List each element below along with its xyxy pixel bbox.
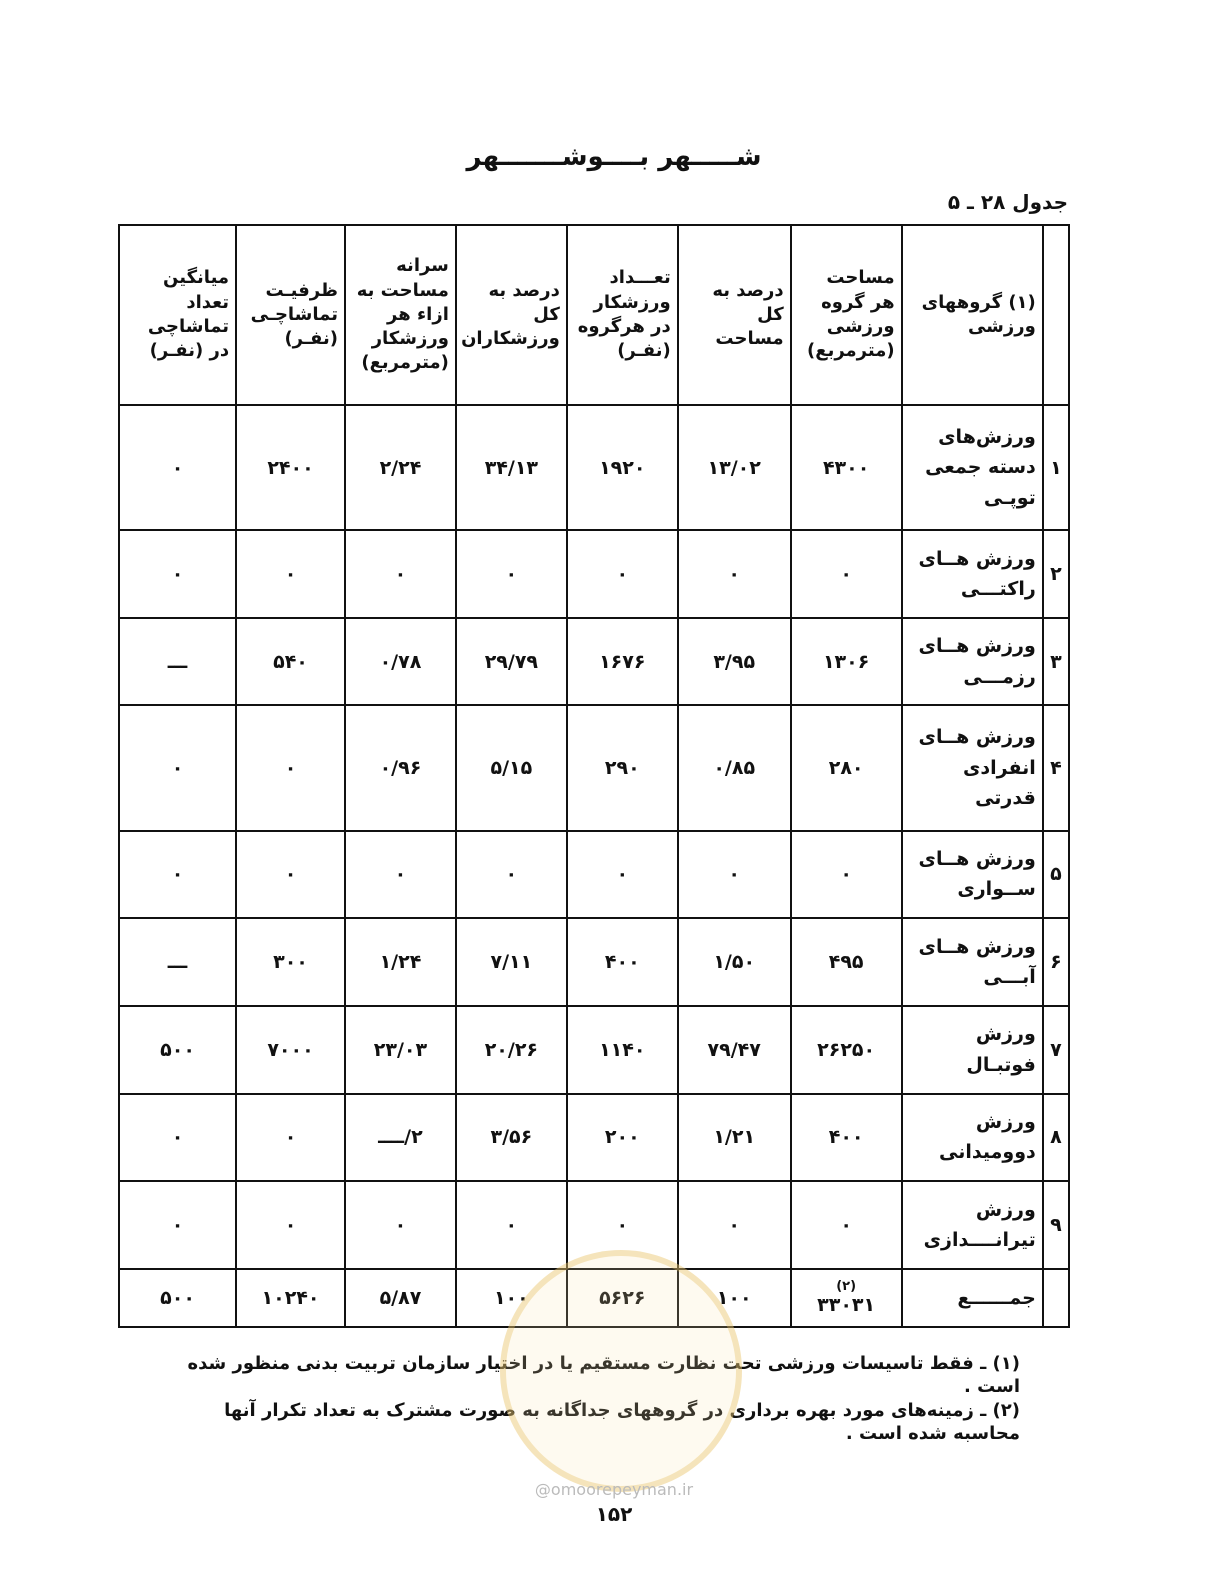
row-avg: ـــ (119, 918, 236, 1006)
row-avg: ۰ (119, 1094, 236, 1182)
row-group: ورزش هــای رزمـــی (902, 618, 1043, 706)
row-athletes-pct: ۰ (456, 831, 567, 919)
row-area-pct: ۱/۵۰ (678, 918, 791, 1006)
header-group: (۱) گروههای ورزشی (902, 225, 1043, 405)
header-capacity: ظرفیـت تماشاچـی (نفـر) (236, 225, 345, 405)
table-row (119, 705, 1069, 830)
row-athletes-pct: ۲۰/۲۶ (456, 1006, 567, 1094)
row-capacity: ۰ (236, 1181, 345, 1269)
row-area-pct: ۰ (678, 831, 791, 919)
row-per-capita: ۰/۷۸ (345, 618, 456, 706)
row-area-pct: ۱۳/۰۲ (678, 405, 791, 530)
table-row (119, 831, 1069, 919)
table-row (119, 1094, 1069, 1182)
table-row (119, 1006, 1069, 1094)
row-area: ۱۳۰۶ (791, 618, 902, 706)
page-number: ۱۵۲ (595, 1502, 633, 1526)
row-athletes: ۰ (567, 831, 678, 919)
row-area: ۴۰۰ (791, 1094, 902, 1182)
total-avg: ۵۰۰ (119, 1269, 236, 1327)
total-label: جمــــــع (902, 1269, 1043, 1327)
total-area (791, 1269, 902, 1327)
row-per-capita: ۰ (345, 831, 456, 919)
row-group: ورزش دوومیدانی (902, 1094, 1043, 1182)
row-index: ۸ (1043, 1094, 1069, 1182)
table-label: جدول ۲۸ ـ ۵ (947, 190, 1068, 214)
row-index: ۵ (1043, 831, 1069, 919)
row-area-pct: ۰ (678, 530, 791, 618)
row-group: ورزش هــای ســواری (902, 831, 1043, 919)
header-per-capita: سرانه مساحت به ازاء هر ورزشکار (مترمربع) (345, 225, 456, 405)
row-avg: ۰ (119, 405, 236, 530)
row-index: ۴ (1043, 705, 1069, 830)
footnote-2: (۲) ـ زمینه‌های مورد بهره برداری در گروههای جداگانه به صورت مشترک به تعداد تکرار آنها محاسبه شده است . (224, 1399, 1020, 1445)
row-per-capita: ۲۳/۰۳ (345, 1006, 456, 1094)
row-avg: ۰ (119, 530, 236, 618)
row-capacity: ۰ (236, 831, 345, 919)
row-per-capita: ۲/ــــ (345, 1094, 456, 1182)
row-group: ورزش فوتبـال (902, 1006, 1043, 1094)
table-row (119, 618, 1069, 706)
row-avg: ۰ (119, 705, 236, 830)
total-index (1043, 1269, 1069, 1327)
row-avg: ـــ (119, 618, 236, 706)
row-per-capita: ۱/۲۴ (345, 918, 456, 1006)
header-index (1043, 225, 1069, 405)
row-avg: ۰ (119, 1181, 236, 1269)
row-athletes: ۱۶۷۶ (567, 618, 678, 706)
row-area: ۰ (791, 831, 902, 919)
header-row (119, 225, 1069, 405)
row-athletes-pct: ۰ (456, 530, 567, 618)
footnote-1: (۱) ـ فقط تاسیسات ورزشی تحت نظارت مستقیم یا در اختیار سازمان تربیت بدنی منظور شده است . (187, 1353, 1020, 1398)
table-wrap (118, 224, 1070, 1328)
row-group: ورزش هــای آبـــی (902, 918, 1043, 1006)
row-index: ۲ (1043, 530, 1069, 618)
row-index: ۶ (1043, 918, 1069, 1006)
row-per-capita: ۲/۲۴ (345, 405, 456, 530)
row-athletes: ۲۰۰ (567, 1094, 678, 1182)
row-index: ۹ (1043, 1181, 1069, 1269)
watermark-seal (500, 1250, 742, 1492)
total-athletes: ۵۶۲۶ (567, 1269, 678, 1327)
row-capacity: ۰ (236, 530, 345, 618)
row-area: ۲۶۲۵۰ (791, 1006, 902, 1094)
table-row (119, 918, 1069, 1006)
page-title: شـــــهر بــــوشـــــــهر (466, 142, 762, 172)
header-athletes: تعـــداد ورزشکار در هرگروه (نفـر) (567, 225, 678, 405)
data-table (118, 224, 1070, 1328)
row-athletes-pct: ۲۹/۷۹ (456, 618, 567, 706)
row-per-capita: ۰ (345, 530, 456, 618)
row-area-pct: ۰/۸۵ (678, 705, 791, 830)
row-capacity: ۷۰۰۰ (236, 1006, 345, 1094)
row-athletes-pct: ۳/۵۶ (456, 1094, 567, 1182)
row-group: ورزش هــای انفرادی قدرتی (902, 705, 1043, 830)
total-area-value: ۳۳۰۳۱ (817, 1294, 876, 1317)
row-athletes: ۱۹۲۰ (567, 405, 678, 530)
row-athletes-pct: ۷/۱۱ (456, 918, 567, 1006)
watermark-url: @omoorepeyman.ir (534, 1480, 694, 1499)
row-athletes: ۴۰۰ (567, 918, 678, 1006)
row-index: ۳ (1043, 618, 1069, 706)
header-area-pct: درصد به کل مساحت (678, 225, 791, 405)
total-per-capita: ۵/۸۷ (345, 1269, 456, 1327)
table-row (119, 405, 1069, 530)
row-per-capita: ۰/۹۶ (345, 705, 456, 830)
row-area: ۴۳۰۰ (791, 405, 902, 530)
row-area-pct: ۷۹/۴۷ (678, 1006, 791, 1094)
row-capacity: ۲۴۰۰ (236, 405, 345, 530)
row-athletes: ۰ (567, 530, 678, 618)
row-area-pct: ۰ (678, 1181, 791, 1269)
row-area: ۴۹۵ (791, 918, 902, 1006)
table-row (119, 530, 1069, 618)
total-athletes-pct: ۱۰۰ (456, 1269, 567, 1327)
row-capacity: ۳۰۰ (236, 918, 345, 1006)
row-per-capita: ۰ (345, 1181, 456, 1269)
row-capacity: ۵۴۰ (236, 618, 345, 706)
row-index: ۱ (1043, 405, 1069, 530)
row-index: ۷ (1043, 1006, 1069, 1094)
total-area-pct: ۱۰۰ (678, 1269, 791, 1327)
row-area-pct: ۳/۹۵ (678, 618, 791, 706)
header-area: مساحت هر گروه ورزشی (مترمربع) (791, 225, 902, 405)
header-athletes-pct: درصد به کل ورزشکاران (456, 225, 567, 405)
row-athletes-pct: ۳۴/۱۳ (456, 405, 567, 530)
row-group: ورزش‌های دسته جمعی توپـی (902, 405, 1043, 530)
total-area-note: (۲) (836, 1279, 857, 1295)
row-athletes: ۰ (567, 1181, 678, 1269)
row-avg: ۰ (119, 831, 236, 919)
row-area: ۰ (791, 530, 902, 618)
row-area: ۰ (791, 1181, 902, 1269)
header-avg-spectators: میانگین تعداد تماشاچی در (نفـر) (119, 225, 236, 405)
row-capacity: ۰ (236, 705, 345, 830)
row-area-pct: ۱/۲۱ (678, 1094, 791, 1182)
row-group: ورزش هــای راکتـــی (902, 530, 1043, 618)
row-area: ۲۸۰ (791, 705, 902, 830)
row-athletes: ۲۹۰ (567, 705, 678, 830)
row-avg: ۵۰۰ (119, 1006, 236, 1094)
row-athletes-pct: ۰ (456, 1181, 567, 1269)
row-athletes-pct: ۵/۱۵ (456, 705, 567, 830)
row-capacity: ۰ (236, 1094, 345, 1182)
total-capacity: ۱۰۲۴۰ (236, 1269, 345, 1327)
row-group: ورزش تیرانــــدازی (902, 1181, 1043, 1269)
row-athletes: ۱۱۴۰ (567, 1006, 678, 1094)
